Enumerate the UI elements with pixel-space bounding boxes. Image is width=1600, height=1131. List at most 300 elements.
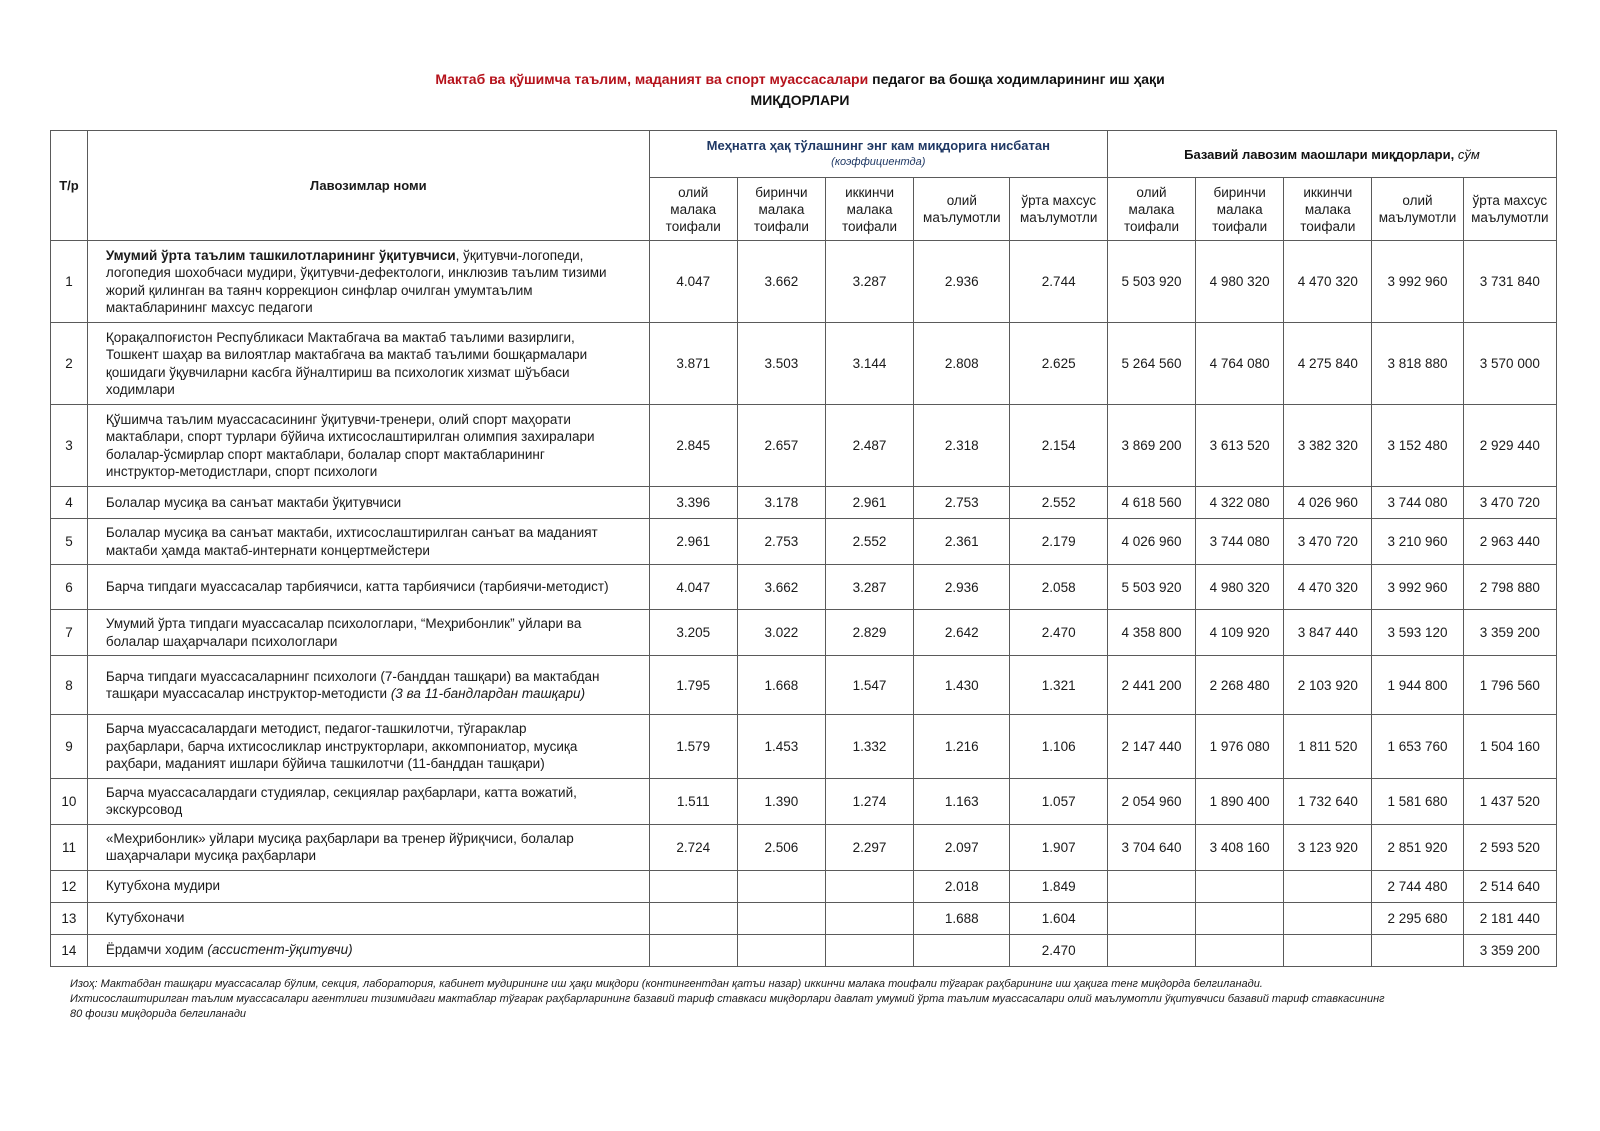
- coefficient-cell: [825, 934, 913, 966]
- coefficient-cell: [737, 902, 825, 934]
- position-name-line: [106, 847, 645, 865]
- group-header-base-salaries-unit: сўм: [1457, 146, 1480, 162]
- salary-cell: [1372, 934, 1463, 966]
- subcolumn-header-line: тоифали: [1123, 218, 1180, 234]
- position-name-text: Барча типдаги муассасалар тарбиячиси, катта тарбиячиси (тарбиячи-методист): [105, 579, 609, 595]
- salary-cell: 3 992 960: [1372, 565, 1463, 610]
- coefficient-cell: 2.470: [1010, 934, 1107, 966]
- subcolumn-header-line: олий: [946, 193, 977, 208]
- table-row: [51, 934, 1557, 966]
- coefficient-cell: 3.662: [737, 565, 825, 610]
- document-title: [0, 69, 1600, 111]
- subcolumn-header-line: тоифали: [753, 218, 809, 234]
- coefficient-cell: 3.144: [825, 323, 913, 405]
- subcolumn-header-line: маълумотли: [923, 210, 1001, 225]
- position-name-text: ходимлари: [105, 382, 175, 397]
- salary-cell: 4 358 800: [1107, 610, 1195, 656]
- salary-cell: 2 147 440: [1107, 715, 1195, 779]
- table-row: [51, 870, 1557, 902]
- position-name: [87, 519, 649, 565]
- position-name-line: [106, 299, 645, 317]
- position-name-line: [106, 668, 645, 686]
- position-name-line: [106, 346, 645, 364]
- position-name-line: [106, 877, 645, 895]
- subcolumn-header-line: маълумотли: [1378, 210, 1457, 225]
- coefficient-cell: 1.390: [737, 778, 825, 824]
- salary-cell: 3 359 200: [1463, 934, 1556, 966]
- position-name-line: [106, 264, 645, 282]
- subcolumn-header-line: иккинчи: [845, 184, 895, 200]
- salary-cell: 3 593 120: [1372, 610, 1463, 656]
- salary-cell: 2 593 520: [1463, 824, 1556, 870]
- position-name-text: жорий қилинган ва таянч коррекцион синфлар очилган умумтаълим: [105, 282, 533, 298]
- salary-cell: 2 744 480: [1372, 870, 1463, 902]
- salary-cell: 3 470 720: [1463, 487, 1556, 519]
- coefficient-cell: 2.744: [1010, 241, 1107, 323]
- salary-cell: 4 980 320: [1196, 565, 1284, 610]
- salary-cell: 1 944 800: [1372, 656, 1463, 715]
- coefficient-cell: 3.396: [649, 487, 737, 519]
- position-name-text: қошидаги ўқувчиларни касбга йўналтириш ва психологик хизмат шўъбаси: [105, 364, 570, 380]
- coefficient-cell: 2.961: [649, 519, 737, 565]
- position-name-text: инструктор-методистлари, спорт психологи: [105, 464, 378, 479]
- subcolumn-header: [1463, 178, 1556, 241]
- subcolumn-header-line: малака: [758, 201, 805, 217]
- table-row: [51, 656, 1557, 715]
- subcolumn-header-line: малака: [1216, 201, 1263, 217]
- coefficient-cell: 2.506: [737, 824, 825, 870]
- coefficient-cell: 2.154: [1010, 405, 1107, 487]
- coefficient-cell: 2.470: [1010, 610, 1107, 656]
- position-name-line: [106, 685, 645, 703]
- coefficient-cell: 3.287: [825, 241, 913, 323]
- coefficient-cell: 1.547: [825, 656, 913, 715]
- position-name-text: болалар-ўсмирлар спорт мактаблари, болалар спорт мактабларининг: [105, 446, 545, 462]
- subcolumn-header-line: олий: [1402, 193, 1433, 208]
- salary-table: [50, 130, 1557, 967]
- salary-cell: 1 976 080: [1196, 715, 1284, 779]
- row-number: 13: [51, 902, 88, 934]
- coefficient-cell: 1.668: [737, 656, 825, 715]
- coefficient-cell: 1.274: [825, 778, 913, 824]
- subcolumn-header-line: биринчи: [1213, 184, 1266, 200]
- position-name: [87, 241, 649, 323]
- salary-cell: 3 992 960: [1372, 241, 1463, 323]
- coefficient-cell: 2.724: [649, 824, 737, 870]
- salary-cell: 5 503 920: [1107, 241, 1195, 323]
- salary-cell: 3 731 840: [1463, 241, 1556, 323]
- title-red-part: Мактаб ва қўшимча таълим, маданият ва спорт муассасалари: [435, 71, 869, 87]
- salary-cell: 4 764 080: [1196, 323, 1284, 405]
- coefficient-cell: 1.453: [737, 715, 825, 779]
- position-name-line: [106, 463, 645, 481]
- group-header-base-salaries-title: Базавий лавозим маошлари миқдорлари,: [1184, 146, 1455, 162]
- row-number: 2: [51, 323, 88, 405]
- salary-cell: 1 504 160: [1463, 715, 1556, 779]
- position-name-line: [106, 381, 645, 399]
- position-name-line: [106, 247, 645, 265]
- coefficient-cell: 2.961: [825, 487, 913, 519]
- salary-cell: 4 275 840: [1284, 323, 1372, 405]
- coefficient-cell: 3.503: [737, 323, 825, 405]
- salary-cell: 2 054 960: [1107, 778, 1195, 824]
- position-name-text: Кутубхона мудири: [105, 878, 221, 894]
- salary-cell: 2 441 200: [1107, 656, 1195, 715]
- coefficient-cell: 1.216: [914, 715, 1010, 779]
- coefficient-cell: 2.657: [737, 405, 825, 487]
- coefficient-cell: 2.625: [1010, 323, 1107, 405]
- position-name-bold: Умумий ўрта таълим ташкилотларининг ўқитувчиси: [105, 247, 456, 263]
- group-header-base-salaries: [1107, 131, 1556, 178]
- position-name-text: экскурсовод: [105, 802, 183, 817]
- column-header-position-name: Лавозимлар номи: [87, 131, 649, 241]
- salary-cell: 5 264 560: [1107, 323, 1195, 405]
- row-number: 3: [51, 405, 88, 487]
- salary-cell: [1284, 902, 1372, 934]
- table-row: [51, 824, 1557, 870]
- coefficient-cell: 2.845: [649, 405, 737, 487]
- coefficient-cell: [737, 870, 825, 902]
- coefficient-cell: 1.511: [649, 778, 737, 824]
- coefficient-cell: 3.178: [737, 487, 825, 519]
- coefficient-cell: 2.318: [914, 405, 1010, 487]
- salary-cell: 2 929 440: [1463, 405, 1556, 487]
- position-name-text: Тошкент шаҳар ва вилоятлар мактабгача ва мактаб таълими бошқармалари: [105, 347, 588, 362]
- subcolumn-header: [825, 178, 913, 241]
- table-row: [51, 519, 1557, 565]
- coefficient-cell: 1.688: [914, 902, 1010, 934]
- coefficient-cell: 2.179: [1010, 519, 1107, 565]
- position-name-line: [106, 282, 645, 300]
- row-number: 6: [51, 565, 88, 610]
- subcolumn-header-line: маълумотли: [1471, 210, 1549, 225]
- salary-cell: 1 732 640: [1284, 778, 1372, 824]
- position-name-line: [106, 633, 645, 651]
- salary-cell: 2 798 880: [1463, 565, 1556, 610]
- subcolumn-header: [1196, 178, 1284, 241]
- coefficient-cell: 3.205: [649, 610, 737, 656]
- position-name: [87, 778, 649, 824]
- subcolumn-header-line: ўрта махсус: [1021, 193, 1097, 208]
- coefficient-cell: 3.662: [737, 241, 825, 323]
- salary-cell: 3 570 000: [1463, 323, 1556, 405]
- salary-cell: 3 613 520: [1196, 405, 1284, 487]
- row-number: 12: [51, 870, 88, 902]
- position-name-line: [106, 446, 645, 464]
- salary-cell: 1 890 400: [1196, 778, 1284, 824]
- position-name-text: мактаблари, спорт турлари бўйича ихтисослаштирилган олимпия захиралари: [105, 429, 595, 444]
- salary-cell: 2 268 480: [1196, 656, 1284, 715]
- position-name: [87, 824, 649, 870]
- position-name-line: [106, 830, 645, 848]
- salary-cell: 5 503 920: [1107, 565, 1195, 610]
- footnote-line-1: Изоҳ: Мактабдан ташқари муассасалар бўлим, секция, лаборатория, кабинет мудирининг иш ҳақи миқдори (контингентдан қатъи назар) иккинчи малака тоифали тўгарак раҳбарининг иш ҳақига тенг миқдорда белгиланади.: [70, 978, 1263, 990]
- salary-cell: 2 963 440: [1463, 519, 1556, 565]
- subcolumn-header: [1010, 178, 1107, 241]
- coefficient-cell: 2.642: [914, 610, 1010, 656]
- salary-cell: 2 181 440: [1463, 902, 1556, 934]
- subcolumn-header-line: олий: [1136, 184, 1167, 200]
- subcolumn-header: [737, 178, 825, 241]
- salary-cell: 1 581 680: [1372, 778, 1463, 824]
- salary-cell: [1284, 870, 1372, 902]
- coefficient-cell: 3.287: [825, 565, 913, 610]
- salary-cell: 1 437 520: [1463, 778, 1556, 824]
- salary-cell: 4 026 960: [1107, 519, 1195, 565]
- salary-cell: 3 408 160: [1196, 824, 1284, 870]
- table-row: [51, 487, 1557, 519]
- position-name-line: [106, 524, 645, 542]
- position-name-line: [106, 755, 645, 773]
- salary-cell: 1 653 760: [1372, 715, 1463, 779]
- position-name-text: Қорақалпоғистон Республикаси Мактабгача ва мактаб таълими вазирлиги,: [105, 329, 575, 345]
- salary-cell: 2 514 640: [1463, 870, 1556, 902]
- subcolumn-header: [914, 178, 1010, 241]
- salary-cell: 3 847 440: [1284, 610, 1372, 656]
- coefficient-cell: 1.163: [914, 778, 1010, 824]
- position-name-text: , ўқитувчи-логопеди,: [455, 247, 584, 263]
- footnotes: [70, 977, 1540, 1022]
- table-row: [51, 405, 1557, 487]
- position-name-text: Барча муассасалардаги методист, педагог-ташкилотчи, тўгараклар: [105, 721, 527, 736]
- row-number: 7: [51, 610, 88, 656]
- position-name-text: Барча типдаги муассасаларнинг психологи (7-банддан ташқари) ва мактабдан: [105, 668, 600, 684]
- position-name-text: Кутубхоначи: [105, 910, 185, 926]
- row-number: 5: [51, 519, 88, 565]
- salary-cell: 1 811 520: [1284, 715, 1372, 779]
- coefficient-cell: 2.058: [1010, 565, 1107, 610]
- subcolumn-header: [649, 178, 737, 241]
- row-number: 9: [51, 715, 88, 779]
- coefficient-cell: 3.871: [649, 323, 737, 405]
- position-name-line: [106, 494, 645, 512]
- position-name-text: мактаби ҳамда мактаб-интернати концертмейстери: [105, 542, 430, 558]
- row-number: 4: [51, 487, 88, 519]
- row-number: 1: [51, 241, 88, 323]
- position-name-line: [106, 364, 645, 382]
- coefficient-cell: 1.430: [914, 656, 1010, 715]
- position-name-text: Барча муассасалардаги студиялар, секциялар раҳбарлари, катта вожатий,: [105, 784, 577, 800]
- group-header-coefficients-subtitle: (коэффициентда): [831, 156, 926, 168]
- salary-cell: [1107, 902, 1195, 934]
- group-header-coefficients: [649, 131, 1107, 178]
- coefficient-cell: 4.047: [649, 565, 737, 610]
- coefficient-cell: 1.057: [1010, 778, 1107, 824]
- salary-cell: 1 796 560: [1463, 656, 1556, 715]
- position-name-text: Ёрдамчи ходим: [105, 942, 204, 958]
- position-name-text: Умумий ўрта типдаги муассасалар психологлари, “Меҳрибонлик” уйлари ва: [105, 616, 582, 631]
- position-name-line: [106, 941, 645, 959]
- title-black-part: педагог ва бошқа ходимларининг иш ҳақи: [872, 71, 1165, 87]
- coefficient-cell: [737, 934, 825, 966]
- coefficient-cell: 2.753: [737, 519, 825, 565]
- position-name-text: мактабларининг махсус педагоги: [105, 300, 313, 315]
- salary-cell: 3 359 200: [1463, 610, 1556, 656]
- table-row: [51, 565, 1557, 610]
- coefficient-cell: 2.552: [825, 519, 913, 565]
- position-name-line: [106, 411, 645, 429]
- coefficient-cell: 2.829: [825, 610, 913, 656]
- table-row: [51, 715, 1557, 779]
- salary-cell: [1284, 934, 1372, 966]
- salary-cell: 3 869 200: [1107, 405, 1195, 487]
- position-name-text: «Меҳрибонлик» уйлари мусиқа раҳбарлари ва тренер йўриқчиси, болалар: [105, 830, 574, 846]
- position-name-line: [106, 784, 645, 802]
- salary-cell: 3 818 880: [1372, 323, 1463, 405]
- coefficient-cell: 2.808: [914, 323, 1010, 405]
- position-name-text: ташқари муассасалар инструктор-методисти: [105, 686, 388, 701]
- salary-cell: 4 026 960: [1284, 487, 1372, 519]
- coefficient-cell: 2.018: [914, 870, 1010, 902]
- coefficient-cell: [649, 902, 737, 934]
- salary-cell: 4 618 560: [1107, 487, 1195, 519]
- subcolumn-header-line: тоифали: [1300, 218, 1356, 234]
- coefficient-cell: 2.297: [825, 824, 913, 870]
- subcolumn-header-line: малака: [670, 201, 717, 217]
- coefficient-cell: 2.487: [825, 405, 913, 487]
- coefficient-cell: 2.936: [914, 241, 1010, 323]
- column-header-number: Т/р: [51, 131, 88, 241]
- subcolumn-header: [1107, 178, 1195, 241]
- table-body: [51, 241, 1557, 967]
- position-name-text: болалар шаҳарчалари психологлари: [105, 633, 338, 649]
- position-name: [87, 870, 649, 902]
- position-name-text: раҳбарлари, барча ихтисосликлар инструкторлари, аккомпониатор, мусиқа: [105, 738, 578, 754]
- subcolumn-header: [1372, 178, 1463, 241]
- salary-cell: [1196, 870, 1284, 902]
- coefficient-cell: [825, 870, 913, 902]
- coefficient-cell: 2.753: [914, 487, 1010, 519]
- salary-cell: 4 470 320: [1284, 241, 1372, 323]
- position-name-text: Болалар мусиқа ва санъат мактаби ўқитувчиси: [105, 494, 402, 510]
- salary-cell: 3 704 640: [1107, 824, 1195, 870]
- coefficient-cell: 2.097: [914, 824, 1010, 870]
- position-name: [87, 323, 649, 405]
- position-name-line: [106, 615, 645, 633]
- position-name: [87, 487, 649, 519]
- coefficient-cell: 3.022: [737, 610, 825, 656]
- row-number: 10: [51, 778, 88, 824]
- subcolumn-header-line: маълумотли: [1019, 210, 1098, 225]
- table-row: [51, 902, 1557, 934]
- coefficient-cell: 1.321: [1010, 656, 1107, 715]
- coefficient-cell: [914, 934, 1010, 966]
- salary-cell: 4 109 920: [1196, 610, 1284, 656]
- salary-cell: 2 295 680: [1372, 902, 1463, 934]
- table-row: [51, 323, 1557, 405]
- salary-cell: 3 744 080: [1372, 487, 1463, 519]
- salary-cell: 3 382 320: [1284, 405, 1372, 487]
- subcolumn-header-line: биринчи: [755, 184, 808, 200]
- position-name: [87, 565, 649, 610]
- position-name-line: [106, 428, 645, 446]
- position-name-note: (3 ва 11-бандлардан ташқари): [390, 686, 586, 701]
- salary-cell: 3 470 720: [1284, 519, 1372, 565]
- salary-cell: [1107, 870, 1195, 902]
- position-name: [87, 405, 649, 487]
- footnote-line-3: 80 фоизи миқдорида белгиланади: [70, 1008, 247, 1020]
- coefficient-cell: 1.849: [1010, 870, 1107, 902]
- salary-cell: 4 980 320: [1196, 241, 1284, 323]
- salary-cell: [1107, 934, 1195, 966]
- position-name-line: [106, 578, 645, 596]
- salary-cell: 3 152 480: [1372, 405, 1463, 487]
- position-name-note: (ассистент-ўқитувчи): [207, 942, 353, 958]
- subcolumn-header-line: ўрта махсус: [1472, 193, 1548, 208]
- subcolumn-header-line: малака: [846, 201, 893, 217]
- position-name-text: логопедия шохобчаси мудири, ўқитувчи-дефектологи, инклюзив таълим тизими: [105, 265, 607, 280]
- position-name: [87, 902, 649, 934]
- position-name: [87, 715, 649, 779]
- salary-cell: 4 470 320: [1284, 565, 1372, 610]
- position-name-line: [106, 329, 645, 347]
- subcolumn-header-line: тоифали: [841, 218, 898, 234]
- table-row: [51, 241, 1557, 323]
- salary-cell: 2 103 920: [1284, 656, 1372, 715]
- table-row: [51, 778, 1557, 824]
- row-number: 11: [51, 824, 88, 870]
- salary-cell: 4 322 080: [1196, 487, 1284, 519]
- subcolumn-header-line: иккинчи: [1303, 184, 1353, 200]
- position-name-line: [106, 801, 645, 819]
- coefficient-cell: 2.361: [914, 519, 1010, 565]
- table-row: [51, 610, 1557, 656]
- subcolumn-header-line: малака: [1304, 201, 1351, 217]
- coefficient-cell: [649, 934, 737, 966]
- position-name: [87, 610, 649, 656]
- subcolumn-header-line: малака: [1128, 201, 1175, 217]
- coefficient-cell: 4.047: [649, 241, 737, 323]
- coefficient-cell: 1.795: [649, 656, 737, 715]
- position-name-text: Қўшимча таълим муассасасининг ўқитувчи-тренери, олий спорт маҳорати: [105, 411, 571, 427]
- position-name-text: шаҳарчалари мусиқа раҳбарлари: [105, 848, 317, 863]
- position-name: [87, 656, 649, 715]
- coefficient-cell: 1.106: [1010, 715, 1107, 779]
- salary-cell: 3 210 960: [1372, 519, 1463, 565]
- coefficient-cell: 1.332: [825, 715, 913, 779]
- salary-cell: 3 744 080: [1196, 519, 1284, 565]
- coefficient-cell: 2.552: [1010, 487, 1107, 519]
- subcolumn-header: [1284, 178, 1372, 241]
- position-name-line: [106, 738, 645, 756]
- position-name-line: [106, 909, 645, 927]
- footnote-line-2: Ихтисослаштирилган таълим муассасалари агентлиги тизимидаги мактаблар тўгарак раҳбарларининг базавий тариф ставкаси миқдорлари давлат умумий ўрта таълим муассасалари олий маълумотли ўқитувчиси базавий тариф ставкасининг: [70, 993, 1385, 1005]
- title-line-1: [0, 69, 1600, 90]
- coefficient-cell: [649, 870, 737, 902]
- position-name-line: [106, 720, 645, 738]
- row-number: 14: [51, 934, 88, 966]
- coefficient-cell: 1.604: [1010, 902, 1107, 934]
- coefficient-cell: 1.579: [649, 715, 737, 779]
- coefficient-cell: 1.907: [1010, 824, 1107, 870]
- group-header-coefficients-title: Меҳнатга ҳақ тўлашнинг энг кам миқдорига нисбатан: [706, 138, 1050, 153]
- position-name: [87, 934, 649, 966]
- position-name-text: раҳбари, маданият ишлари бўйича ташкилотчи (11-банддан ташқари): [105, 756, 545, 771]
- salary-cell: [1196, 934, 1284, 966]
- position-name-text: Болалар мусиқа ва санъат мактаби, ихтисослаштирилган санъат ва маданият: [105, 525, 598, 540]
- row-number: 8: [51, 656, 88, 715]
- title-line-2: МИҚДОРЛАРИ: [750, 92, 850, 108]
- coefficient-cell: 2.936: [914, 565, 1010, 610]
- salary-cell: 3 123 920: [1284, 824, 1372, 870]
- subcolumn-header-line: тоифали: [665, 218, 721, 234]
- coefficient-cell: [825, 902, 913, 934]
- salary-cell: 2 851 920: [1372, 824, 1463, 870]
- subcolumn-header-line: тоифали: [1212, 218, 1268, 234]
- salary-cell: [1196, 902, 1284, 934]
- position-name-line: [106, 542, 645, 560]
- subcolumn-header-line: олий: [678, 184, 709, 200]
